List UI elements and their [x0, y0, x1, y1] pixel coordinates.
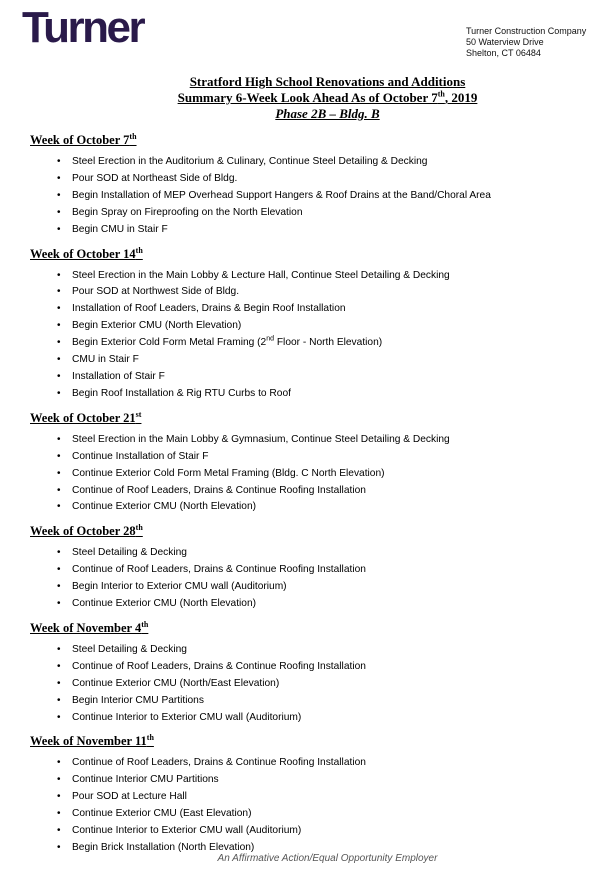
weeks-container [30, 132, 605, 864]
week-section [30, 246, 605, 403]
task-item: • Continue Exterior CMU (East Elevation) [30, 806, 605, 823]
task-item: • Continue Exterior CMU (North Elevation) [30, 499, 605, 516]
task-list [30, 432, 605, 517]
task-item: • Begin Roof Installation & Rig RTU Curbs to Roof [30, 386, 605, 403]
task-item: • Installation of Roof Leaders, Drains & Begin Roof Installation [30, 301, 605, 318]
bullet-icon: • [57, 337, 61, 349]
task-item: • Steel Detailing & Decking [30, 545, 605, 562]
task-item: • Pour SOD at Northwest Side of Bldg. [30, 284, 605, 301]
week-section [30, 620, 605, 727]
week-heading: Week of October 7th [30, 131, 137, 147]
bullet-icon: • [57, 354, 61, 366]
week-heading: Week of November 4th [30, 619, 149, 635]
document-title-block [0, 74, 613, 122]
task-item: • Pour SOD at Northeast Side of Bldg. [30, 171, 605, 188]
task-item: • Continue Installation of Stair F [30, 449, 605, 466]
task-item: • Begin Installation of MEP Overhead Support Hangers & Roof Drains at the Band/Choral Area [30, 188, 605, 205]
week-heading: Week of October 28th [30, 523, 143, 539]
company-address [466, 26, 586, 59]
bullet-icon: • [57, 320, 61, 332]
bullet-icon: • [57, 286, 61, 298]
task-item: • Pour SOD at Lecture Hall [30, 789, 605, 806]
bullet-icon: • [57, 711, 61, 723]
task-item: • Installation of Stair F [30, 369, 605, 386]
task-item: • Steel Erection in the Main Lobby & Lecture Hall, Continue Steel Detailing & Decking [30, 268, 605, 285]
bullet-icon: • [57, 303, 61, 315]
bullet-icon: • [57, 484, 61, 496]
task-item: • Continue of Roof Leaders, Drains & Continue Roofing Installation [30, 659, 605, 676]
bullet-icon: • [57, 433, 61, 445]
bullet-icon: • [57, 808, 61, 820]
bullet-icon: • [57, 677, 61, 689]
bullet-icon: • [57, 189, 61, 201]
task-item: • Begin CMU in Stair F [30, 222, 605, 239]
bullet-icon: • [57, 581, 61, 593]
task-item: • Steel Erection in the Main Lobby & Gymnasium, Continue Steel Detailing & Decking [30, 432, 605, 449]
address-line-company: Turner Construction Company [466, 26, 587, 36]
task-item: • Continue Exterior Cold Form Metal Framing (Bldg. C North Elevation) [30, 466, 605, 483]
turner-logo: Turner [22, 3, 144, 52]
task-item: • Continue Interior to Exterior CMU wall (Auditorium) [30, 710, 605, 727]
task-item: • Continue Exterior CMU (North/East Elevation) [30, 676, 605, 693]
bullet-icon: • [57, 370, 61, 382]
project-title: Stratford High School Renovations and Additions [189, 74, 466, 89]
task-item: • Steel Detailing & Decking [30, 642, 605, 659]
address-line-city: Shelton, CT 06484 [466, 48, 541, 58]
task-item: • Continue of Roof Leaders, Drains & Continue Roofing Installation [30, 755, 605, 772]
task-item: • Begin Interior to Exterior CMU wall (Auditorium) [30, 579, 605, 596]
bullet-icon: • [57, 774, 61, 786]
bullet-icon: • [57, 501, 61, 513]
week-section [30, 410, 605, 517]
task-list [30, 755, 605, 856]
bullet-icon: • [57, 547, 61, 559]
phase-title: Phase 2B – Bldg. B [275, 106, 380, 121]
bullet-icon: • [57, 156, 61, 167]
task-item: • Continue Interior to Exterior CMU wall (Auditorium) [30, 823, 605, 840]
bullet-icon: • [57, 269, 61, 281]
task-item: • Continue Interior CMU Partitions [30, 772, 605, 789]
week-heading: Week of November 11th [30, 733, 154, 749]
bullet-icon: • [57, 791, 61, 803]
bullet-icon: • [57, 450, 61, 462]
task-item: • Begin Brick Installation (North Elevation) [30, 840, 605, 857]
task-list [30, 268, 605, 403]
footer-note: An Affirmative Action/Equal Opportunity Employer [217, 853, 438, 864]
task-item: • Continue Exterior CMU (North Elevation) [30, 596, 605, 613]
task-list [30, 154, 605, 239]
week-heading: Week of October 21st [30, 409, 142, 425]
week-section [30, 733, 605, 856]
task-item: • Continue of Roof Leaders, Drains & Continue Roofing Installation [30, 483, 605, 500]
bullet-icon: • [57, 643, 61, 655]
bullet-icon: • [57, 223, 61, 235]
task-item: • CMU in Stair F [30, 352, 605, 369]
task-item: • Begin Spray on Fireproofing on the North Elevation [30, 205, 605, 222]
bullet-icon: • [57, 842, 61, 853]
task-item: • Begin Exterior Cold Form Metal Framing (2nd Floor - North Elevation) [30, 335, 605, 352]
address-line-street: 50 Waterview Drive [466, 37, 544, 47]
task-list [30, 642, 605, 727]
task-item: • Begin Interior CMU Partitions [30, 693, 605, 710]
task-item: • Begin Exterior CMU (North Elevation) [30, 318, 605, 335]
task-item: • Steel Erection in the Auditorium & Culinary, Continue Steel Detailing & Decking [30, 154, 605, 171]
bullet-icon: • [57, 757, 61, 769]
task-item: • Continue of Roof Leaders, Drains & Continue Roofing Installation [30, 562, 605, 579]
week-section [30, 132, 605, 239]
lookahead-title: Summary 6-Week Look Ahead As of October 7th, 2019 [177, 89, 478, 105]
bullet-icon: • [57, 694, 61, 706]
bullet-icon: • [57, 172, 61, 184]
bullet-icon: • [57, 598, 61, 610]
bullet-icon: • [57, 564, 61, 576]
bullet-icon: • [57, 467, 61, 479]
bullet-icon: • [57, 206, 61, 218]
week-section [30, 523, 605, 613]
week-heading: Week of October 14th [30, 245, 143, 261]
bullet-icon: • [57, 387, 61, 399]
task-list [30, 545, 605, 613]
bullet-icon: • [57, 660, 61, 672]
bullet-icon: • [57, 825, 61, 837]
